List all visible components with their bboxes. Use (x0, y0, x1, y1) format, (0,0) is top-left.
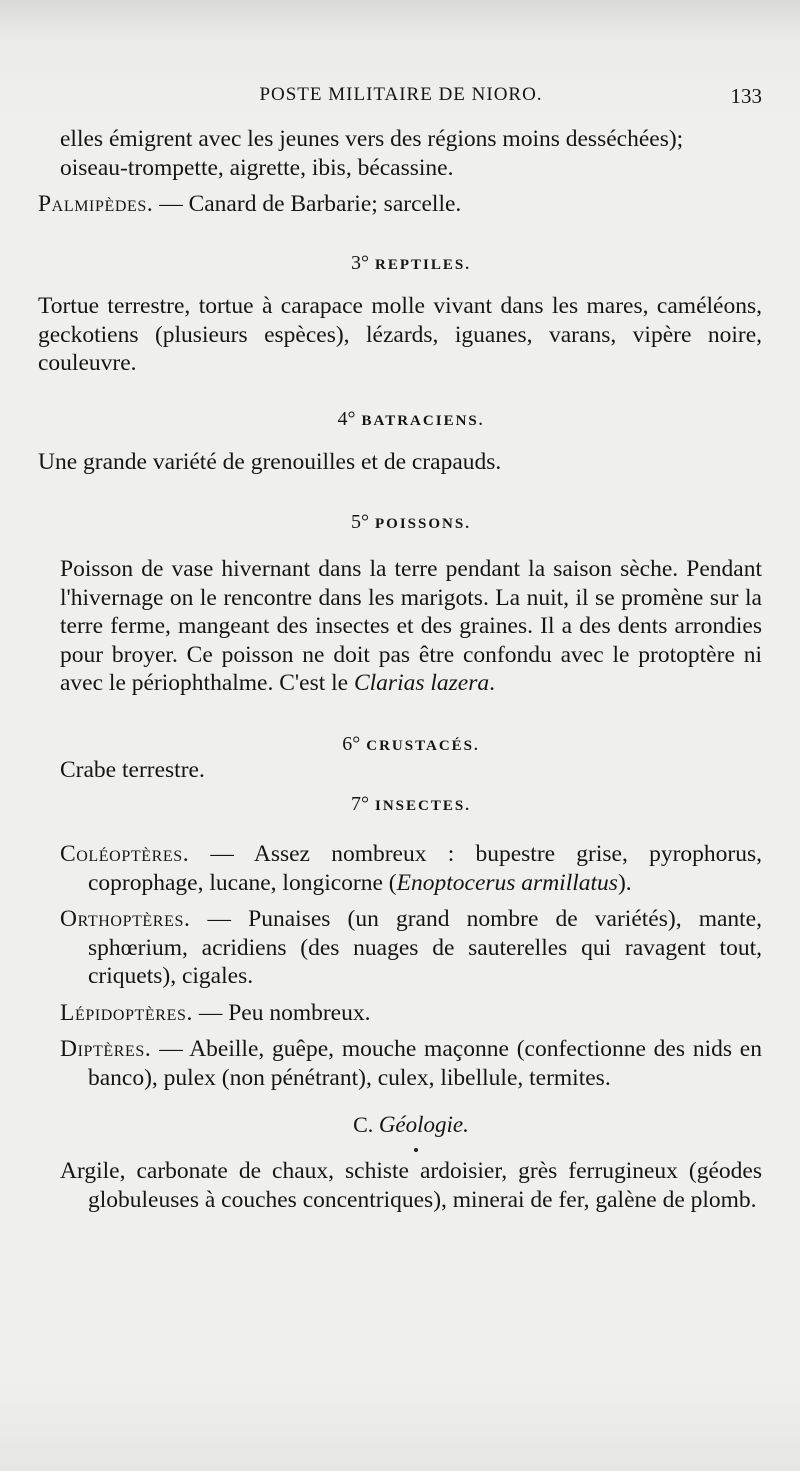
poissons-text: Poisson de vase hivernant dans la terre pendant la saison sèche. Pendant l'hivernage on le rencontre dans les marigots. La nuit, il se promène sur la terre ferme, mangeant des insectes et des graines. Il a des dents arrondies pour broyer. Ce poisson ne doit pas être confondu avec le protoptère ni avec le périophthalme. C'est le (60, 556, 762, 696)
lepidopteres-term: Lépidoptères. (60, 999, 193, 1026)
palmipedes-entry (38, 190, 762, 219)
poissons-end: . (489, 670, 495, 696)
palmipedes-term: Palmipèdes. (38, 191, 154, 217)
batraciens-text: Une grande variété de grenouilles et de crapauds. (38, 449, 502, 475)
insectes-entries (60, 840, 762, 1092)
orthopteres-text: — Punaises (un grand nombre de variétés), mante, sphœrium, acridiens (des nuages de sauterelles qui ravagent tout, criquets), cigales. (88, 906, 762, 989)
crustaces-paragraph (60, 756, 762, 785)
orthopteres-entry (60, 905, 762, 991)
crustaces-number: 6° (342, 733, 361, 755)
geologie-title: Géologie. (378, 1112, 469, 1137)
section-heading-insectes (60, 793, 762, 816)
insectes-title: INSECTES. (375, 798, 471, 814)
section-heading-batraciens (60, 408, 762, 431)
geologie-paragraph (60, 1157, 762, 1214)
poissons-number: 5° (351, 511, 370, 533)
palmipedes-text: — Canard de Barbarie; sarcelle. (153, 191, 462, 217)
dipteres-text: — Abeille, guêpe, mouche maçonne (confectionne des nids en banco), pulex (non pénétrant), culex, libellule, termites. (88, 1036, 762, 1091)
page-number: 133 (730, 84, 762, 108)
lepidopteres-text: — Peu nombreux. (192, 999, 371, 1026)
insectes-number: 7° (351, 793, 370, 815)
running-title: POSTE MILITAIRE DE NIORO. (259, 84, 543, 105)
lepidopteres-entry (60, 999, 762, 1028)
section-heading-poissons (60, 511, 762, 534)
reptiles-number: 3° (351, 252, 370, 274)
geologie-text: Argile, carbonate de chaux, schiste ardoisier, grès ferrugineux (géodes globuleuses à couches concentriques), minerai de fer, galène de plomb. (60, 1158, 762, 1213)
dipteres-entry (60, 1035, 762, 1092)
ornament-dot (414, 1148, 418, 1152)
coleopteres-term: Coléoptères. (60, 841, 190, 867)
page-header (40, 84, 762, 114)
crustaces-title: CRUSTACÉS. (366, 738, 480, 754)
dipteres-term: Diptères. (60, 1036, 152, 1062)
section-heading-crustaces (60, 733, 762, 756)
crustaces-text: Crabe terrestre. (60, 757, 205, 783)
geologie-letter: C. (353, 1112, 374, 1137)
coleopteres-species: Enoptocerus armillatus (396, 869, 618, 896)
poissons-paragraph (60, 555, 762, 698)
orthopteres-term: Orthoptères. (60, 906, 191, 932)
batraciens-title: BATRACIENS. (361, 413, 485, 429)
section-heading-reptiles (60, 252, 762, 275)
poissons-species: Clarias lazera (353, 670, 490, 696)
intro-paragraph (60, 125, 762, 182)
intro-line-1: elles émigrent avec les jeunes vers des régions moins desséchées); (60, 126, 684, 152)
intro-line-2: oiseau-trompette, aigrette, ibis, bécassine. (60, 154, 454, 181)
batraciens-number: 4° (337, 408, 356, 430)
reptiles-text: Tortue terrestre, tortue à carapace molle vivant dans les mares, caméléons, geckotiens (plusieurs espèces), lézards, iguanes, varans, vipère noire, couleuvre. (38, 293, 762, 376)
coleopteres-end: ). (617, 869, 632, 896)
batraciens-paragraph (38, 448, 762, 477)
coleopteres-entry (60, 840, 762, 897)
section-heading-geologie (60, 1112, 762, 1138)
reptiles-paragraph (38, 292, 762, 378)
poissons-title: POISSONS. (375, 516, 471, 532)
reptiles-title: REPTILES. (375, 257, 471, 273)
coleopteres-text: — Assez nombreux : bupestre grise, pyrophorus, coprophage, lucane, longicorne ( (88, 841, 762, 896)
